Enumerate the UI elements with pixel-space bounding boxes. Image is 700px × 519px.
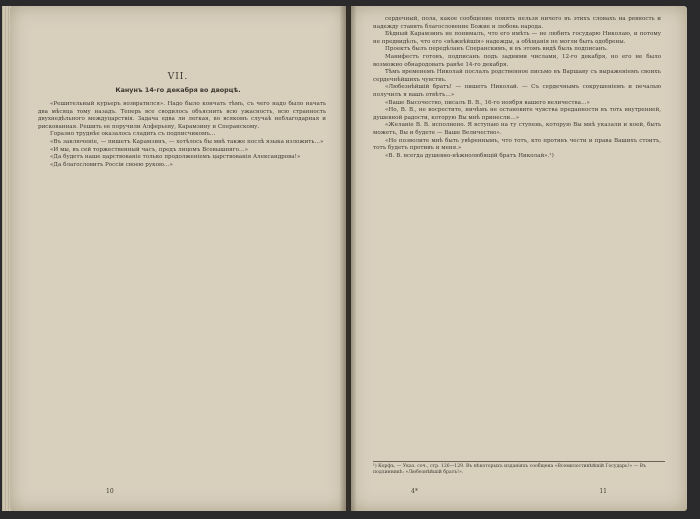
paragraph: Горазно труднѣе оказалось сладить съ подписчикомъ… (50, 131, 216, 138)
paragraph: «Но, В. В., не восрестите, ничѣмъ не остановите чувства преданности въ тоть внутренней, душевной радости, которую Вы мнѣ принесли…» (373, 107, 661, 121)
paragraph: Тѣмъ временемъ Николай послалъ родственное письмо въ Варшаву съ выраженіемъ своихъ сердечнѣйшихъ чувствъ. (373, 69, 661, 83)
paragraph: Проектъ былъ передѣланъ Сперанскимъ, и въ этомъ видѣ быль подписанъ. (385, 46, 608, 53)
paragraph: Бѣдный Карамзинъ не понималъ, что его имѣть — не любить государю Николаю, и потому не предвидѣлъ, что его «нѣжнѣйшія» надежды, а обѣщанія не могли быть одобрены. (373, 31, 661, 45)
signature-mark: 4* (411, 488, 418, 495)
chapter-number: VII. (167, 72, 189, 82)
book-gutter (340, 6, 356, 511)
paragraph: «Любезнѣйшій братъ! — пишетъ Николай. — Съ сердечнымъ сокрушеніемъ и печалью получилъ я вашъ отвѣтъ…» (373, 84, 661, 98)
paragraph: Манифестъ готовъ, подписанъ подъ задними числами, 12-го декабря, но его не было возможно обнародовать ранѣе 14-го декабря. (373, 53, 661, 68)
paragraph: «Въ заключеніе, — пишетъ Карамзинъ, — хотѣлось бы мнѣ также послѣ языка изложить…» (50, 138, 324, 145)
page-number: 10 (106, 488, 114, 495)
page-number: 11 (599, 488, 607, 495)
left-page-text (38, 101, 326, 169)
paragraph: «Да благословитъ Россіи своею рукою…» (50, 161, 173, 168)
paragraph: «Желаніе В. В. исполнено. Я вступаю на ту ступень, которую Вы мнѣ указали и коей, быть можетъ, Вы и будете — Ваше Величество». (373, 122, 661, 136)
paragraph: «В. В. всегда душевно-нѣжнолюбящій братъ Николай».¹) (385, 152, 554, 159)
footnote: ¹) Корфъ, — Указ. соч., стр. 126—129. Въ нѣкоторыхъ изданіяхъ сообщена «Всемилостивѣйшій Государь!» — Въ подлинникѣ: «Любезнѣйшій братъ!». (373, 461, 665, 476)
paragraph: «Решительный курьеръ возвратился». Надо было кончать тѣмъ, съ чего надо было начать два мѣсяца тому назадъ. Теперь все сводилось объяснить всю ужасность, всю странность двухнедѣльного междуцарствія. Задача едва ли легкая, во всякомъ случаѣ неблагодарная и рискованная. Решить ее поручили Алферьеву, Карамзину и Сперанскому. (38, 101, 326, 130)
right-page-text (373, 16, 661, 160)
right-page (351, 6, 687, 511)
paragraph: сердечный, пола, какое сообщение понять нельзя ничего въ этихъ словахъ на ревность и надежду ставить благословение Божие и любовь народа. (373, 16, 661, 30)
paragraph: «Но позволите мнѣ быть увѣреннымъ, что тотъ, кто противъ чести и права Вашихъ стоитъ, тотъ будетъ противъ и меня.» (373, 137, 661, 152)
paragraph: «Да будетъ наше царствованіе только продолженіемъ царствованія Александрова!» (50, 154, 301, 161)
chapter-title: Канунъ 14-го декабря во дворцѣ. (115, 86, 241, 94)
paragraph: «Ваше Высочество, писалъ В. В., 16-го ноября вашего величества…» (385, 99, 590, 106)
paragraph: «И мы, въ сей торжественный часъ, предъ лицомъ Всевышняго…» (50, 146, 249, 153)
left-page (10, 6, 346, 511)
